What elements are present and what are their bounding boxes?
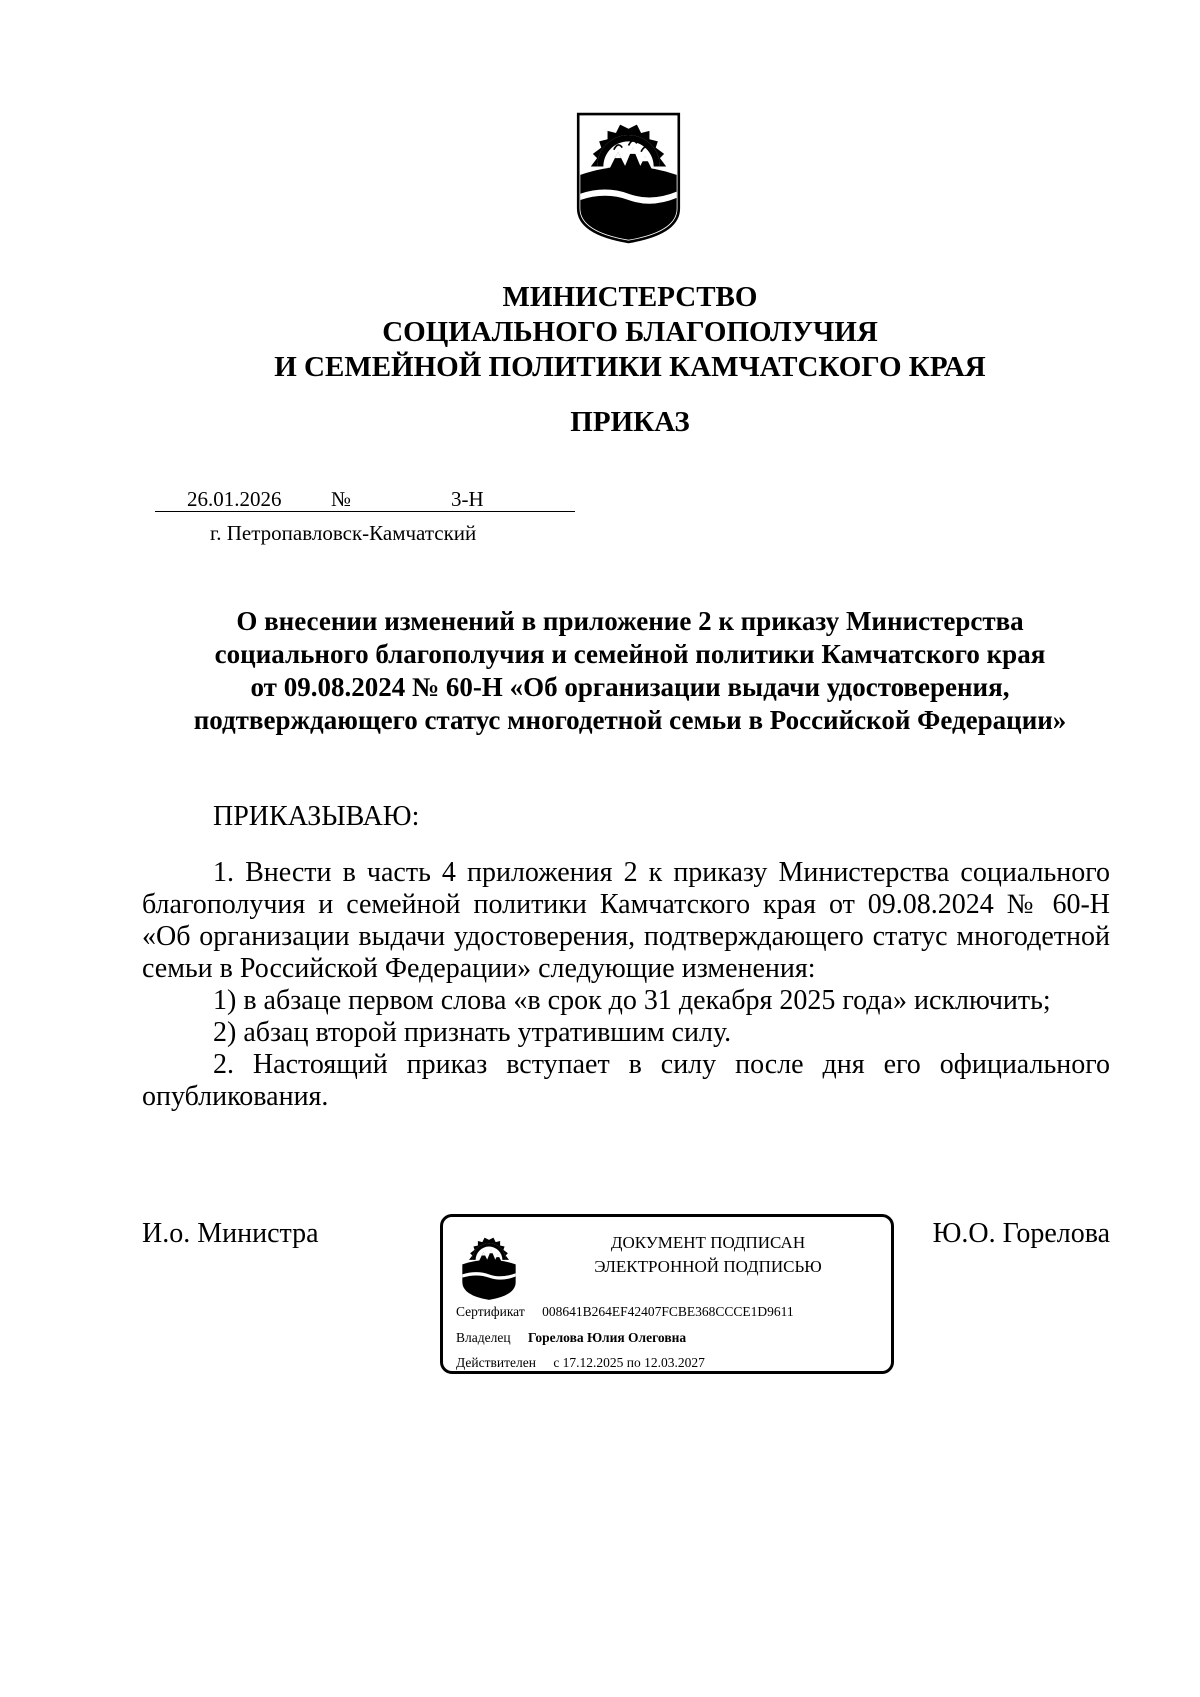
body-line: 1) в абзаце первом слова «в срок до 31 декабря 2025 года» исключить; — [213, 985, 1051, 1016]
stamp-coat-of-arms-icon — [461, 1231, 517, 1301]
coat-of-arms-icon — [576, 112, 681, 244]
subject-line-4: подтверждающего статус многодетной семьи в Российской Федерации» — [193, 705, 1067, 735]
ministry-line-3: И СЕМЕЙНОЙ ПОЛИТИКИ КАМЧАТСКОГО КРАЯ — [274, 351, 986, 383]
document-body — [142, 857, 1110, 1113]
order-word: ПРИКАЗЫВАЮ: — [213, 801, 420, 832]
subject-line-2: социального благополучия и семейной политики Камчатского края — [214, 639, 1046, 669]
document-type: ПРИКАЗ — [570, 406, 690, 438]
subject-line-3: от 09.08.2024 № 60-Н «Об организации выдачи удостоверения, — [250, 672, 1010, 702]
certificate-value: 008641B264EF42407FCBE368CCCE1D9611 — [542, 1304, 794, 1319]
electronic-signature-stamp — [440, 1214, 894, 1374]
subject-line-1: О внесении изменений в приложение 2 к приказу Министерства — [236, 606, 1024, 636]
stamp-certificate-row — [456, 1303, 794, 1321]
stamp-validity-row — [456, 1354, 705, 1372]
document-number: 3-Н — [451, 487, 484, 511]
validity-value: с 17.12.2025 по 12.03.2027 — [553, 1355, 705, 1370]
body-line: 2. Настоящий приказ вступает в силу после дня его официального — [213, 1049, 1110, 1080]
body-line: 1. Внести в часть 4 приложения 2 к приказу Министерства социального — [213, 857, 1110, 888]
document-city: г. Петропавловск-Камчатский — [210, 521, 477, 545]
signatory-name: Ю.О. Горелова — [932, 1218, 1110, 1249]
stamp-title-line-2: ЭЛЕКТРОННОЙ ПОДПИСЬЮ — [594, 1257, 822, 1276]
document-date: 26.01.2026 — [187, 487, 282, 511]
body-line: «Об организации выдачи удостоверения, подтверждающего статус многодетной — [142, 921, 1110, 952]
validity-label: Действителен — [456, 1355, 536, 1370]
body-line: 2) абзац второй признать утратившим силу. — [213, 1017, 732, 1048]
ministry-line-2: СОЦИАЛЬНОГО БЛАГОПОЛУЧИЯ — [382, 316, 878, 348]
stamp-title — [523, 1231, 893, 1279]
body-line: опубликования. — [142, 1081, 329, 1112]
owner-value: Горелова Юлия Олеговна — [527, 1330, 687, 1345]
ministry-name — [150, 280, 1110, 385]
owner-label: Владелец — [456, 1330, 511, 1345]
number-sign: № — [331, 487, 352, 511]
body-line: благополучия и семейной политики Камчатского края от 09.08.2024 № 60-Н — [142, 889, 1110, 920]
document-subject — [150, 605, 1110, 737]
stamp-owner-row — [456, 1329, 686, 1347]
signatory-position: И.о. Министра — [142, 1218, 319, 1249]
certificate-label: Сертификат — [456, 1304, 525, 1319]
ministry-line-1: МИНИСТЕРСТВО — [502, 281, 758, 313]
body-line: семьи в Российской Федерации» следующие изменения: — [142, 953, 816, 984]
registration-line — [155, 486, 575, 516]
stamp-title-line-1: ДОКУМЕНТ ПОДПИСАН — [610, 1233, 806, 1252]
